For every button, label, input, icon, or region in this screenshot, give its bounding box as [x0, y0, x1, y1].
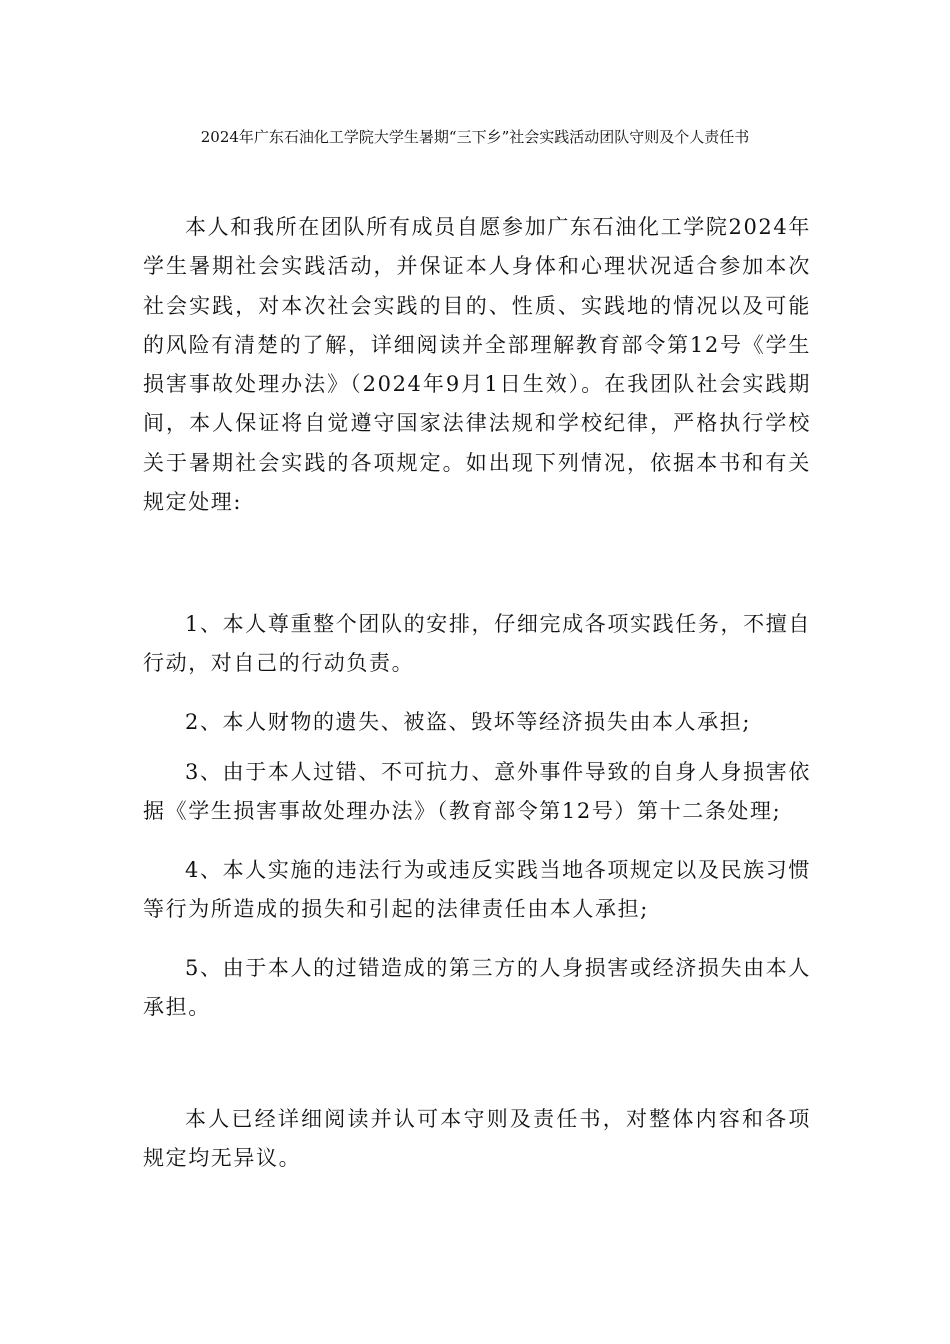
- intro-paragraph: 本人和我所在团队所有成员自愿参加广东石油化工学院2024年学生暑期社会实践活动，并保证本人身体和心理状况适合参加本次社会实践，对本次社会实践的目的、性质、实践地的情况以及可能的风险有清楚的了解，详细阅读并全部理解教育部令第12号《学生损害事故处理办法》（2024年9月1日生效）。在我团队社会实践期间，本人保证将自觉遵守国家法律法规和学校纪律，严格执行学校关于暑期社会实践的各项规定。如出现下列情况，依据本书和有关规定处理:: [143, 215, 811, 515]
- closing-paragraph: 本人已经详细阅读并认可本守则及责任书，对整体内容和各项规定均无异议。: [143, 1107, 811, 1171]
- clause-3: 3、由于本人过错、不可抗力、意外事件导致的自身人身损害依据《学生损害事故处理办法》（教育部令第12号）第十二条处理;: [143, 760, 811, 824]
- clause-2: 2、本人财物的遗失、被盗、毁坏等经济损失由本人承担;: [185, 710, 752, 734]
- clause-5: 5、由于本人的过错造成的第三方的人身损害或经济损失由本人承担。: [143, 956, 811, 1020]
- clause-1: 1、本人尊重整个团队的安排，仔细完成各项实践任务，不擅自行动，对自己的行动负责。: [143, 612, 811, 676]
- document-title: 2024年广东石油化工学院大学生暑期“三下乡”社会实践活动团队守则及个人责任书: [200, 128, 750, 146]
- clause-4: 4、本人实施的违法行为或违反实践当地各项规定以及民族习惯等行为所造成的损失和引起的法律责任由本人承担;: [143, 858, 811, 922]
